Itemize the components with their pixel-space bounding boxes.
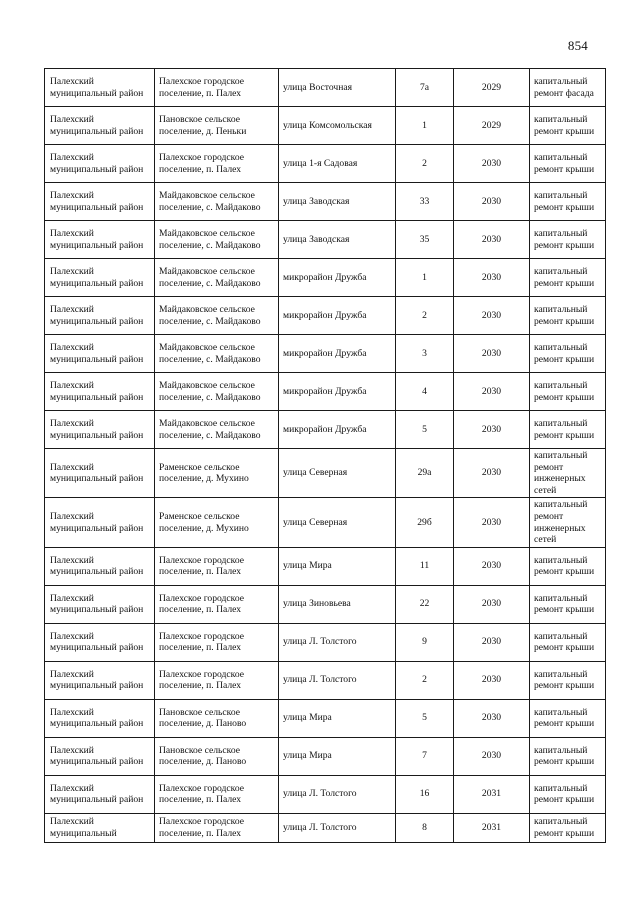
- district-cell: Палехский муниципальный район: [45, 183, 155, 221]
- district-cell: Палехский муниципальный район: [45, 221, 155, 259]
- street-cell: микрорайон Дружба: [279, 411, 396, 449]
- district-cell: Палехский муниципальный район: [45, 737, 155, 775]
- street-cell: улица Мира: [279, 547, 396, 585]
- district-cell: Палехский муниципальный район: [45, 145, 155, 183]
- work-type-cell: капитальный ремонт фасада: [530, 69, 606, 107]
- street-cell: микрорайон Дружба: [279, 297, 396, 335]
- year-cell: 2031: [454, 775, 530, 813]
- table-row: [45, 183, 606, 221]
- work-type-cell: капитальный ремонт крыши: [530, 221, 606, 259]
- table-row: [45, 259, 606, 297]
- house-number-cell: 33: [396, 183, 454, 221]
- settlement-cell: Палехское городское поселение, п. Палех: [155, 813, 279, 842]
- work-type-cell: капитальный ремонт крыши: [530, 585, 606, 623]
- district-cell: Палехский муниципальный район: [45, 498, 155, 547]
- year-cell: 2031: [454, 813, 530, 842]
- district-cell: Палехский муниципальный район: [45, 775, 155, 813]
- work-type-cell: капитальный ремонт крыши: [530, 107, 606, 145]
- settlement-cell: Палехское городское поселение, п. Палех: [155, 145, 279, 183]
- district-cell: Палехский муниципальный район: [45, 661, 155, 699]
- page-number: 854: [567, 38, 588, 53]
- table-row: [45, 297, 606, 335]
- house-number-cell: 1: [396, 107, 454, 145]
- district-cell: Палехский муниципальный район: [45, 259, 155, 297]
- settlement-cell: Майдаковское сельское поселение, с. Майдаково: [155, 221, 279, 259]
- house-number-cell: 5: [396, 699, 454, 737]
- year-cell: 2030: [454, 498, 530, 547]
- table-row: [45, 585, 606, 623]
- table-row: [45, 373, 606, 411]
- year-cell: 2030: [454, 585, 530, 623]
- settlement-cell: Майдаковское сельское поселение, с. Майдаково: [155, 335, 279, 373]
- work-type-cell: капитальный ремонт крыши: [530, 699, 606, 737]
- table-row: [45, 498, 606, 547]
- work-type-cell: капитальный ремонт крыши: [530, 411, 606, 449]
- settlement-cell: Палехское городское поселение, п. Палех: [155, 775, 279, 813]
- table-row: [45, 69, 606, 107]
- street-cell: микрорайон Дружба: [279, 259, 396, 297]
- year-cell: 2030: [454, 661, 530, 699]
- settlement-cell: Палехское городское поселение, п. Палех: [155, 623, 279, 661]
- table-row: [45, 145, 606, 183]
- work-type-cell: капитальный ремонт крыши: [530, 813, 606, 842]
- house-number-cell: 29б: [396, 498, 454, 547]
- year-cell: 2030: [454, 449, 530, 498]
- house-number-cell: 1: [396, 259, 454, 297]
- year-cell: 2030: [454, 297, 530, 335]
- work-type-cell: капитальный ремонт крыши: [530, 145, 606, 183]
- street-cell: улица Северная: [279, 498, 396, 547]
- settlement-cell: Пановское сельское поселение, д. Пеньки: [155, 107, 279, 145]
- settlement-cell: Палехское городское поселение, п. Палех: [155, 661, 279, 699]
- district-cell: Палехский муниципальный район: [45, 547, 155, 585]
- year-cell: 2029: [454, 69, 530, 107]
- work-type-cell: капитальный ремонт крыши: [530, 183, 606, 221]
- district-cell: Палехский муниципальный район: [45, 69, 155, 107]
- street-cell: улица 1-я Садовая: [279, 145, 396, 183]
- street-cell: улица Комсомольская: [279, 107, 396, 145]
- district-cell: Палехский муниципальный район: [45, 623, 155, 661]
- year-cell: 2030: [454, 373, 530, 411]
- street-cell: улица Мира: [279, 737, 396, 775]
- year-cell: 2030: [454, 699, 530, 737]
- district-cell: Палехский муниципальный район: [45, 107, 155, 145]
- year-cell: 2030: [454, 221, 530, 259]
- table-row: [45, 411, 606, 449]
- settlement-cell: Майдаковское сельское поселение, с. Майдаково: [155, 183, 279, 221]
- table-row: [45, 449, 606, 498]
- table-row: [45, 737, 606, 775]
- house-number-cell: 22: [396, 585, 454, 623]
- table-row: [45, 335, 606, 373]
- street-cell: улица Заводская: [279, 221, 396, 259]
- work-type-cell: капитальный ремонт крыши: [530, 623, 606, 661]
- work-type-cell: капитальный ремонт крыши: [530, 335, 606, 373]
- settlement-cell: Майдаковское сельское поселение, с. Майдаково: [155, 259, 279, 297]
- work-type-cell: капитальный ремонт крыши: [530, 259, 606, 297]
- district-cell: Палехский муниципальный район: [45, 585, 155, 623]
- street-cell: улица Восточная: [279, 69, 396, 107]
- settlement-cell: Палехское городское поселение, п. Палех: [155, 547, 279, 585]
- house-number-cell: 2: [396, 297, 454, 335]
- work-type-cell: капитальный ремонт крыши: [530, 737, 606, 775]
- settlement-cell: Майдаковское сельское поселение, с. Майдаково: [155, 411, 279, 449]
- settlement-cell: Пановское сельское поселение, д. Паново: [155, 737, 279, 775]
- district-cell: Палехский муниципальный район: [45, 335, 155, 373]
- house-number-cell: 4: [396, 373, 454, 411]
- year-cell: 2029: [454, 107, 530, 145]
- house-number-cell: 2: [396, 661, 454, 699]
- street-cell: улица Л. Толстого: [279, 813, 396, 842]
- settlement-cell: Раменское сельское поселение, д. Мухино: [155, 498, 279, 547]
- table-row: [45, 107, 606, 145]
- settlement-cell: Палехское городское поселение, п. Палех: [155, 69, 279, 107]
- work-type-cell: капитальный ремонт инженерных сетей: [530, 498, 606, 547]
- district-cell: Палехский муниципальный район: [45, 373, 155, 411]
- house-number-cell: 7: [396, 737, 454, 775]
- settlement-cell: Майдаковское сельское поселение, с. Майдаково: [155, 373, 279, 411]
- year-cell: 2030: [454, 335, 530, 373]
- house-number-cell: 5: [396, 411, 454, 449]
- house-number-cell: 9: [396, 623, 454, 661]
- street-cell: улица Л. Толстого: [279, 623, 396, 661]
- district-cell: Палехский муниципальный район: [45, 699, 155, 737]
- house-number-cell: 3: [396, 335, 454, 373]
- house-number-cell: 8: [396, 813, 454, 842]
- street-cell: улица Заводская: [279, 183, 396, 221]
- district-cell: Палехский муниципальный район: [45, 297, 155, 335]
- year-cell: 2030: [454, 145, 530, 183]
- work-type-cell: капитальный ремонт крыши: [530, 297, 606, 335]
- house-number-cell: 11: [396, 547, 454, 585]
- year-cell: 2030: [454, 183, 530, 221]
- street-cell: микрорайон Дружба: [279, 335, 396, 373]
- street-cell: микрорайон Дружба: [279, 373, 396, 411]
- house-number-cell: 29а: [396, 449, 454, 498]
- table-row: [45, 221, 606, 259]
- house-number-cell: 7а: [396, 69, 454, 107]
- table-row: [45, 661, 606, 699]
- table-row: [45, 699, 606, 737]
- work-type-cell: капитальный ремонт крыши: [530, 775, 606, 813]
- work-type-cell: капитальный ремонт инженерных сетей: [530, 449, 606, 498]
- work-type-cell: капитальный ремонт крыши: [530, 547, 606, 585]
- table-row: [45, 623, 606, 661]
- year-cell: 2030: [454, 737, 530, 775]
- table-row: [45, 547, 606, 585]
- street-cell: улица Л. Толстого: [279, 775, 396, 813]
- year-cell: 2030: [454, 259, 530, 297]
- repair-schedule-table: [44, 68, 606, 843]
- street-cell: улица Л. Толстого: [279, 661, 396, 699]
- settlement-cell: Раменское сельское поселение, д. Мухино: [155, 449, 279, 498]
- year-cell: 2030: [454, 623, 530, 661]
- street-cell: улица Мира: [279, 699, 396, 737]
- street-cell: улица Северная: [279, 449, 396, 498]
- table-row: [45, 775, 606, 813]
- year-cell: 2030: [454, 547, 530, 585]
- house-number-cell: 16: [396, 775, 454, 813]
- street-cell: улица Зиновьева: [279, 585, 396, 623]
- table-row: [45, 813, 606, 842]
- work-type-cell: капитальный ремонт крыши: [530, 373, 606, 411]
- district-cell: Палехский муниципальный район: [45, 411, 155, 449]
- settlement-cell: Пановское сельское поселение, д. Паново: [155, 699, 279, 737]
- district-cell: Палехский муниципальный район: [45, 449, 155, 498]
- settlement-cell: Майдаковское сельское поселение, с. Майдаково: [155, 297, 279, 335]
- work-type-cell: капитальный ремонт крыши: [530, 661, 606, 699]
- house-number-cell: 2: [396, 145, 454, 183]
- district-cell: Палехский муниципальный: [45, 813, 155, 842]
- settlement-cell: Палехское городское поселение, п. Палех: [155, 585, 279, 623]
- year-cell: 2030: [454, 411, 530, 449]
- house-number-cell: 35: [396, 221, 454, 259]
